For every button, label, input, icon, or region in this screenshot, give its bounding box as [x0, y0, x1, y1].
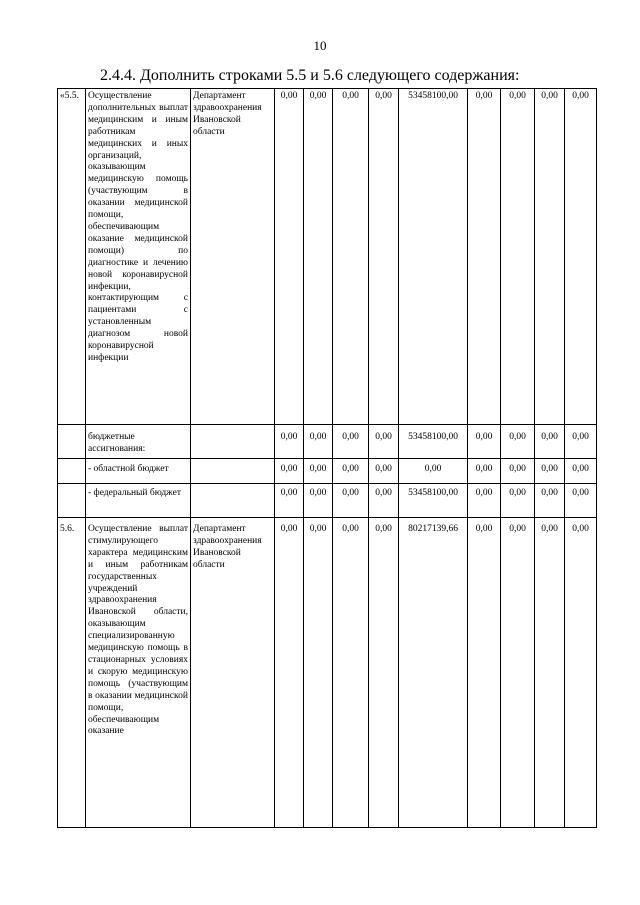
row-name: бюджетные ассигнования: [86, 425, 191, 459]
value-cell: 0,00 [501, 518, 535, 828]
value-cell: 0,00 [333, 425, 369, 459]
value-cell: 0,00 [501, 89, 535, 425]
row-executor [191, 425, 275, 459]
value-cell: 53458100,00 [399, 425, 468, 459]
value-cell: 0,00 [535, 425, 565, 459]
value-cell: 0,00 [565, 484, 597, 518]
value-cell: 0,00 [565, 459, 597, 484]
value-cell: 0,00 [501, 459, 535, 484]
value-cell: 0,00 [369, 484, 399, 518]
value-cell: 0,00 [333, 518, 369, 828]
value-cell: 0,00 [468, 89, 501, 425]
value-cell: 0,00 [275, 459, 304, 484]
value-cell: 0,00 [468, 518, 501, 828]
value-cell: 0,00 [304, 89, 333, 425]
value-cell: 0,00 [304, 518, 333, 828]
budget-table [57, 88, 597, 828]
value-cell: 0,00 [333, 89, 369, 425]
value-cell: 0,00 [468, 425, 501, 459]
row-name: - федеральный бюджет [86, 484, 191, 518]
table-row-5-6 [58, 518, 597, 828]
table-row-budget [58, 425, 597, 459]
value-cell: 0,00 [369, 89, 399, 425]
value-cell: 0,00 [275, 425, 304, 459]
table-row-regional [58, 459, 597, 484]
row-index [58, 425, 86, 459]
value-cell: 0,00 [535, 518, 565, 828]
value-cell: 0,00 [501, 484, 535, 518]
row-index: «5.5. [58, 89, 86, 425]
row-name: - областной бюджет [86, 459, 191, 484]
row-name: Осуществление выплат стимулирующего характера медицинским и иным работникам государственных учреждений здравоохранения Ивановской области, оказывающим специализированную медицинскую помощь в стационарных условиях и скорую медицинскую помощь (участвующим в оказании медицинской помощи, обеспечивающим оказание [86, 518, 191, 828]
row-executor [191, 484, 275, 518]
value-cell: 0,00 [275, 518, 304, 828]
value-cell: 0,00 [565, 518, 597, 828]
value-cell: 0,00 [565, 425, 597, 459]
row-index: 5.6. [58, 518, 86, 828]
value-cell: 0,00 [369, 518, 399, 828]
value-cell: 0,00 [333, 459, 369, 484]
value-cell: 53458100,00 [399, 484, 468, 518]
value-cell: 0,00 [275, 89, 304, 425]
row-name: Осуществление дополнительных выплат медицинским и иным работникам медицинских и иных организаций, оказывающим медицинскую помощь (участвующим в оказании медицинской помощи, обеспечивающим оказание медицинской помощи) по диагностике и лечению новой коронавирусной инфекции, контактирующим с пациентами с установленным диагнозом новой коронавирусной инфекции [86, 89, 191, 425]
table-row-5-5 [58, 89, 597, 425]
table-row-federal [58, 484, 597, 518]
row-executor: Департамент здравоохранения Ивановской области [191, 89, 275, 425]
value-cell: 0,00 [369, 425, 399, 459]
row-index [58, 459, 86, 484]
value-cell: 0,00 [369, 459, 399, 484]
value-cell: 0,00 [501, 425, 535, 459]
value-cell: 0,00 [333, 484, 369, 518]
row-executor: Департамент здравоохранения Ивановской области [191, 518, 275, 828]
value-cell: 0,00 [304, 425, 333, 459]
value-cell: 0,00 [304, 484, 333, 518]
value-cell: 0,00 [535, 459, 565, 484]
value-cell: 0,00 [535, 89, 565, 425]
value-cell: 0,00 [535, 484, 565, 518]
section-heading: 2.4.4. Дополнить строками 5.5 и 5.6 следующего содержания: [100, 67, 520, 84]
row-executor [191, 459, 275, 484]
value-cell: 80217139,66 [399, 518, 468, 828]
value-cell: 0,00 [565, 89, 597, 425]
row-index [58, 484, 86, 518]
value-cell: 0,00 [468, 484, 501, 518]
value-cell: 0,00 [468, 459, 501, 484]
page-number: 10 [313, 38, 327, 53]
value-cell: 0,00 [399, 459, 468, 484]
value-cell: 53458100,00 [399, 89, 468, 425]
value-cell: 0,00 [275, 484, 304, 518]
value-cell: 0,00 [304, 459, 333, 484]
